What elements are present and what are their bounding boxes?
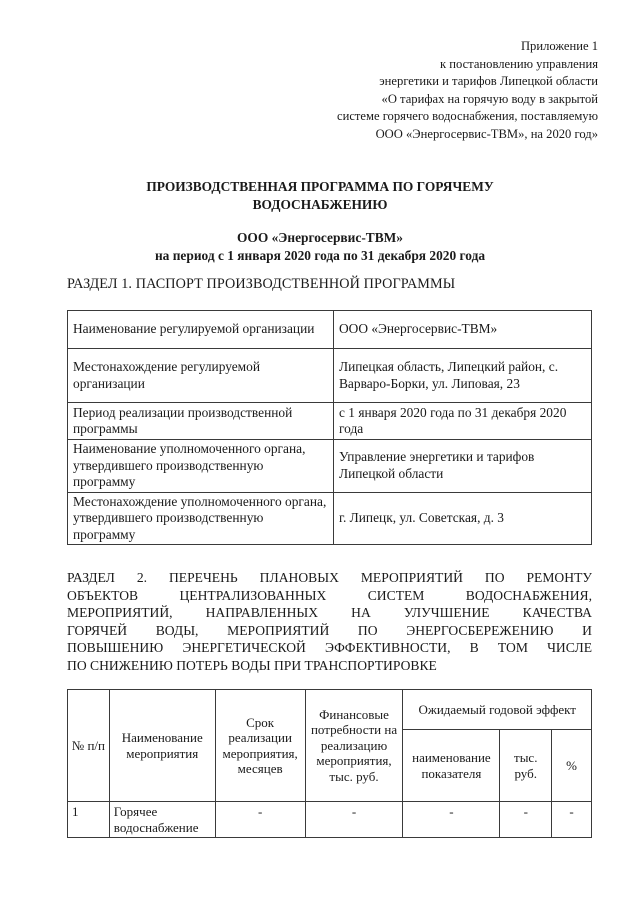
- passport-key: Наименование уполномоченного органа, утвердившего производственную программу: [68, 440, 334, 493]
- header-num: № п/п: [68, 690, 110, 802]
- table-row: [68, 403, 592, 440]
- subtitle-org: ООО «Энергосервис-ТВМ»: [237, 230, 403, 245]
- passport-table: [67, 310, 592, 545]
- row-name: Горячее водоснабжение: [109, 802, 215, 838]
- header-effect: Ожидаемый годовой эффект: [403, 690, 592, 730]
- title-line: ПРОИЗВОДСТВЕННАЯ ПРОГРАММА ПО ГОРЯЧЕМУ: [146, 179, 494, 194]
- section2-line: ГОРЯЧЕЙ ВОДЫ, МЕРОПРИЯТИЙ ПО ЭНЕРГОСБЕРЕЖЕНИЮ И: [67, 622, 592, 638]
- header-name: Наименование мероприятия: [109, 690, 215, 802]
- row-pct: -: [552, 802, 592, 838]
- section2-line: ПОВЫШЕНИЮ ЭНЕРГЕТИЧЕСКОЙ ЭФФЕКТИВНОСТИ, В ТОМ ЧИСЛЕ: [67, 640, 592, 655]
- passport-value: ООО «Энергосервис-ТВМ»: [334, 311, 592, 349]
- passport-key: Период реализации производственной программы: [68, 403, 334, 440]
- appendix-block: [218, 38, 598, 144]
- document-subtitle: [80, 229, 560, 265]
- measures-table: [67, 689, 592, 838]
- section2-line: ПО СНИЖЕНИЮ ПОТЕРЬ ВОДЫ ПРИ ТРАНСПОРТИРОВКЕ: [67, 657, 437, 673]
- section2-line: ОБЪЕКТОВ ЦЕНТРАЛИЗОВАННЫХ СИСТЕМ ВОДОСНАБЖЕНИЯ,: [67, 587, 592, 603]
- passport-key: Местонахождение регулируемой организации: [68, 349, 334, 403]
- appendix-line: к постановлению управления: [439, 56, 598, 71]
- section2-line: МЕРОПРИЯТИЙ, НАПРАВЛЕННЫХ НА УЛУЧШЕНИЕ КАЧЕСТВА: [67, 605, 592, 620]
- passport-value: с 1 января 2020 года по 31 декабря 2020 года: [334, 403, 592, 440]
- passport-value: Липецкая область, Липецкий район, с. Варваро-Борки, ул. Липовая, 23: [334, 349, 592, 403]
- appendix-line: «О тарифах на горячую воду в закрытой: [381, 91, 598, 106]
- table-row: [68, 349, 592, 403]
- row-num: 1: [68, 802, 110, 838]
- row-term: -: [215, 802, 305, 838]
- appendix-line: системе горячего водоснабжения, поставляемую: [336, 109, 598, 124]
- section2-line: РАЗДЕЛ 2. ПЕРЕЧЕНЬ ПЛАНОВЫХ МЕРОПРИЯТИЙ ПО РЕМОНТУ: [67, 570, 592, 585]
- table-row: [68, 802, 592, 838]
- row-indicator: -: [403, 802, 500, 838]
- appendix-line: ООО «Энергосервис-ТВМ», на 2020 год»: [375, 126, 598, 141]
- passport-key: Местонахождение уполномоченного органа, утвердившего производственную программу: [68, 492, 334, 545]
- table-row: [68, 440, 592, 493]
- row-finance: -: [305, 802, 403, 838]
- header-indicator: наименование показателя: [403, 730, 500, 802]
- table-row: [68, 311, 592, 349]
- passport-key: Наименование регулируемой организации: [68, 311, 334, 349]
- subtitle-period: на период с 1 января 2020 года по 31 декабря 2020 года: [154, 248, 486, 263]
- document-title: [80, 178, 560, 214]
- header-pct: %: [552, 730, 592, 802]
- appendix-line: энергетики и тарифов Липецкой области: [379, 74, 598, 89]
- passport-value: Управление энергетики и тарифов Липецкой области: [334, 440, 592, 493]
- appendix-line: Приложение 1: [520, 39, 598, 53]
- section1-heading: РАЗДЕЛ 1. ПАСПОРТ ПРОИЗВОДСТВЕННОЙ ПРОГРАММЫ: [67, 276, 456, 292]
- section2-heading: [67, 569, 592, 674]
- row-rub: -: [500, 802, 552, 838]
- header-rub: тыс. руб.: [500, 730, 552, 802]
- title-line: ВОДОСНАБЖЕНИЮ: [252, 197, 388, 212]
- header-finance: Финансовые потребности на реализацию мероприятия, тыс. руб.: [305, 690, 403, 802]
- table-row: [68, 492, 592, 545]
- passport-value: г. Липецк, ул. Советская, д. 3: [334, 492, 592, 545]
- header-term: Срок реализации мероприятия, месяцев: [215, 690, 305, 802]
